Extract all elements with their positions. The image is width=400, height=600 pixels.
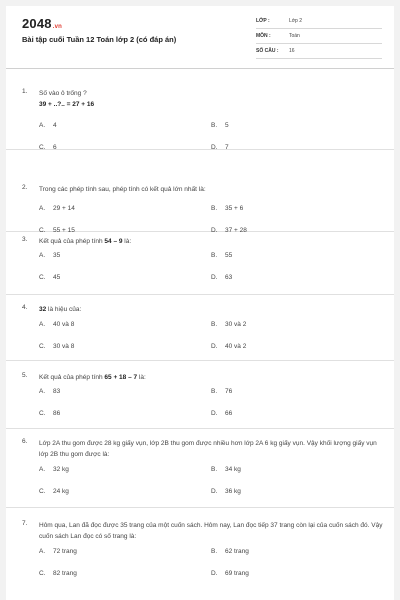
meta-row-count <box>256 46 382 59</box>
option-a[interactable]: A. 72 trang <box>39 548 77 555</box>
site-logo[interactable] <box>22 16 62 31</box>
meta-value: 16 <box>289 48 295 54</box>
option-c[interactable]: C. 45 <box>39 274 61 281</box>
question-number: 6. <box>22 438 28 445</box>
question-text: Lớp 2A thu gom được 28 kg giấy vụn, lớp 2B thu gom được nhiều hơn lớp 2A 6 kg giấy vụn. Vậy khối lượng giấy vụn lớp 2B thu gom được là: <box>39 440 377 458</box>
option-b[interactable]: B. 30 và 2 <box>211 321 247 328</box>
question-line: Số vào ô trống ? <box>39 90 87 97</box>
question-text: Kết quả của phép tính 65 + 18 – 7 là: <box>39 374 146 381</box>
option-b[interactable]: B. 76 <box>211 388 233 395</box>
question-number: 2. <box>22 184 28 191</box>
question-equation: 39 + ..?.. = 27 + 16 <box>39 101 95 108</box>
question-number: 3. <box>22 236 28 243</box>
option-d[interactable]: D. 63 <box>211 274 233 281</box>
option-d[interactable]: D. 69 trang <box>211 570 249 577</box>
question-5 <box>6 352 394 420</box>
meta-label: MÔN : <box>256 33 271 39</box>
option-d[interactable]: D. 36 kg <box>211 488 241 495</box>
option-d[interactable]: D. 37 + 28 <box>211 227 247 234</box>
question-4 <box>6 284 394 352</box>
option-d[interactable]: D. 66 <box>211 410 233 417</box>
page-header <box>6 6 394 69</box>
meta-row-class <box>256 16 382 29</box>
question-text: 32 là hiệu của: <box>39 306 82 313</box>
option-a[interactable]: A. 29 + 14 <box>39 205 75 212</box>
logo-suffix: .vn <box>52 24 63 30</box>
question-number: 1. <box>22 88 28 95</box>
option-b[interactable]: B. 55 <box>211 252 233 259</box>
meta-label: SỐ CÂU : <box>256 48 279 54</box>
page-title: Bài tập cuối Tuần 12 Toán lớp 2 (có đáp án) <box>22 35 177 44</box>
question-list <box>6 68 394 234</box>
question-6 <box>6 418 394 498</box>
question-number: 5. <box>22 372 28 379</box>
meta-value: Lớp 2 <box>289 18 303 24</box>
question-7 <box>6 500 394 592</box>
option-b[interactable]: B. 35 + 6 <box>211 205 244 212</box>
option-b[interactable]: B. 5 <box>211 122 229 129</box>
question-text: Hôm qua, Lan đã đọc được 35 trang của một cuốn sách. Hôm nay, Lan đọc tiếp 37 trang còn lại của cuốn sách đó. Vậy cuốn sách Lan đọc có số trang là: <box>39 522 383 540</box>
question-3 <box>6 216 394 284</box>
option-a[interactable]: A. 4 <box>39 122 57 129</box>
question-number: 7. <box>22 520 28 527</box>
option-c[interactable]: C. 55 + 15 <box>39 227 75 234</box>
option-a[interactable]: A. 32 kg <box>39 466 69 473</box>
meta-label: LỚP : <box>256 18 270 24</box>
option-c[interactable]: C. 6 <box>39 144 57 151</box>
option-c[interactable]: C. 82 trang <box>39 570 77 577</box>
question-text: Trong các phép tính sau, phép tính có kết quả lớn nhất là: <box>39 186 206 193</box>
question-1 <box>6 68 394 150</box>
option-c[interactable]: C. 86 <box>39 410 61 417</box>
meta-row-subject <box>256 31 382 44</box>
logo-text: 2048 <box>22 16 52 31</box>
question-text <box>39 88 384 110</box>
option-a[interactable]: A. 83 <box>39 388 61 395</box>
option-a[interactable]: A. 40 và 8 <box>39 321 75 328</box>
option-a[interactable]: A. 35 <box>39 252 61 259</box>
option-c[interactable]: C. 24 kg <box>39 488 69 495</box>
question-number: 4. <box>22 304 28 311</box>
option-d[interactable]: D. 40 và 2 <box>211 343 247 350</box>
meta-info <box>256 16 382 61</box>
option-c[interactable]: C. 30 và 8 <box>39 343 75 350</box>
option-d[interactable]: D. 7 <box>211 144 229 151</box>
option-b[interactable]: B. 34 kg <box>211 466 241 473</box>
option-b[interactable]: B. 62 trang <box>211 548 249 555</box>
question-text: Kết quả của phép tính 54 – 9 là: <box>39 238 132 245</box>
meta-value: Toán <box>289 33 300 39</box>
